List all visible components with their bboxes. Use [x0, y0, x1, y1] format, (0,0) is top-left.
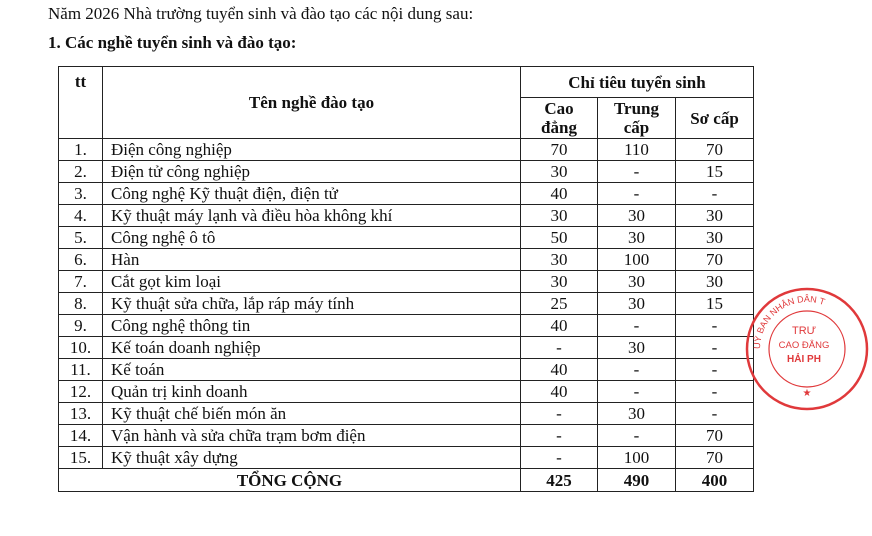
row-occupation-name: Hàn	[103, 249, 521, 271]
row-trung-cap: 30	[598, 205, 676, 227]
header-cao-dang	[521, 98, 598, 139]
row-cao-dang: 30	[521, 161, 598, 183]
row-so-cap: 70	[676, 447, 754, 469]
row-trung-cap: 100	[598, 447, 676, 469]
table-row	[59, 381, 754, 403]
table-row	[59, 227, 754, 249]
row-occupation-name: Điện tử công nghiệp	[103, 161, 521, 183]
row-trung-cap: -	[598, 183, 676, 205]
header-trung-cap	[598, 98, 676, 139]
row-so-cap: -	[676, 337, 754, 359]
table-row	[59, 271, 754, 293]
row-occupation-name: Kỹ thuật máy lạnh và điều hòa không khí	[103, 205, 521, 227]
row-trung-cap: 30	[598, 271, 676, 293]
row-number: 14.	[59, 425, 103, 447]
row-occupation-name: Kỹ thuật chế biến món ăn	[103, 403, 521, 425]
row-cao-dang: -	[521, 337, 598, 359]
table-row	[59, 139, 754, 161]
header-so-cap: Sơ cấp	[676, 98, 754, 139]
row-trung-cap: 30	[598, 337, 676, 359]
row-trung-cap: -	[598, 359, 676, 381]
section-heading: 1. Các nghề tuyển sinh và đào tạo:	[48, 33, 297, 52]
row-trung-cap: -	[598, 425, 676, 447]
row-occupation-name: Công nghệ thông tin	[103, 315, 521, 337]
table-row	[59, 425, 754, 447]
table-row	[59, 315, 754, 337]
row-cao-dang: 70	[521, 139, 598, 161]
seal-arc-text: UỶ BAN NHÂN DÂN T	[751, 293, 827, 350]
header-name: Tên nghề đào tạo	[103, 67, 521, 139]
row-occupation-name: Kế toán	[103, 359, 521, 381]
table-row	[59, 161, 754, 183]
table-row	[59, 447, 754, 469]
table-row	[59, 205, 754, 227]
enrollment-table	[58, 66, 754, 492]
row-trung-cap: -	[598, 315, 676, 337]
intro-text: Năm 2026 Nhà trường tuyển sinh và đào tạo các nội dung sau:	[48, 4, 474, 23]
row-trung-cap: -	[598, 161, 676, 183]
table-row	[59, 249, 754, 271]
row-trung-cap: 30	[598, 227, 676, 249]
row-number: 11.	[59, 359, 103, 381]
row-occupation-name: Kế toán doanh nghiệp	[103, 337, 521, 359]
header-tt: tt	[59, 67, 103, 139]
total-cao-dang: 425	[521, 469, 598, 492]
table-row	[59, 403, 754, 425]
row-occupation-name: Cắt gọt kim loại	[103, 271, 521, 293]
row-so-cap: 30	[676, 205, 754, 227]
row-cao-dang: -	[521, 403, 598, 425]
seal-line2: CAO ĐẲNG	[778, 340, 830, 351]
total-so-cap: 400	[676, 469, 754, 492]
total-label: TỔNG CỘNG	[59, 469, 521, 492]
table-row	[59, 359, 754, 381]
row-cao-dang: -	[521, 425, 598, 447]
official-seal	[742, 284, 872, 414]
total-row	[59, 469, 754, 492]
header-trung-cap-line2: cấp	[623, 118, 650, 137]
row-number: 3.	[59, 183, 103, 205]
row-trung-cap: 100	[598, 249, 676, 271]
row-number: 10.	[59, 337, 103, 359]
row-cao-dang: 30	[521, 249, 598, 271]
row-occupation-name: Công nghệ ô tô	[103, 227, 521, 249]
header-cao-dang-line2: đẳng	[541, 118, 577, 137]
table-row	[59, 337, 754, 359]
seal-star-icon: ★	[802, 388, 812, 399]
row-occupation-name: Điện công nghiệp	[103, 139, 521, 161]
row-so-cap: 30	[676, 227, 754, 249]
row-trung-cap: -	[598, 381, 676, 403]
row-number: 5.	[59, 227, 103, 249]
row-cao-dang: 40	[521, 183, 598, 205]
row-number: 8.	[59, 293, 103, 315]
seal-line3: HẢI PH	[787, 354, 821, 365]
total-trung-cap: 490	[598, 469, 676, 492]
seal-line1: TRƯ	[791, 325, 817, 337]
row-cao-dang: 50	[521, 227, 598, 249]
row-cao-dang: 40	[521, 315, 598, 337]
row-number: 9.	[59, 315, 103, 337]
row-occupation-name: Kỹ thuật xây dựng	[103, 447, 521, 469]
row-cao-dang: 30	[521, 271, 598, 293]
header-cao-dang-line1: Cao	[544, 99, 574, 118]
row-cao-dang: 40	[521, 359, 598, 381]
row-cao-dang: -	[521, 447, 598, 469]
row-so-cap: 15	[676, 161, 754, 183]
row-so-cap: 30	[676, 271, 754, 293]
row-occupation-name: Kỹ thuật sửa chữa, lắp ráp máy tính	[103, 293, 521, 315]
row-number: 2.	[59, 161, 103, 183]
row-so-cap: 70	[676, 139, 754, 161]
row-occupation-name: Vận hành và sửa chữa trạm bơm điện	[103, 425, 521, 447]
row-number: 1.	[59, 139, 103, 161]
row-trung-cap: 110	[598, 139, 676, 161]
row-trung-cap: 30	[598, 293, 676, 315]
row-number: 4.	[59, 205, 103, 227]
row-so-cap: 70	[676, 425, 754, 447]
row-occupation-name: Quản trị kinh doanh	[103, 381, 521, 403]
row-so-cap: 15	[676, 293, 754, 315]
row-cao-dang: 30	[521, 205, 598, 227]
row-number: 12.	[59, 381, 103, 403]
row-number: 15.	[59, 447, 103, 469]
row-trung-cap: 30	[598, 403, 676, 425]
row-cao-dang: 40	[521, 381, 598, 403]
row-so-cap: -	[676, 403, 754, 425]
row-number: 7.	[59, 271, 103, 293]
row-so-cap: -	[676, 315, 754, 337]
header-trung-cap-line1: Trung	[613, 99, 660, 118]
header-group: Chỉ tiêu tuyển sinh	[521, 67, 754, 98]
row-number: 13.	[59, 403, 103, 425]
row-number: 6.	[59, 249, 103, 271]
table-row	[59, 293, 754, 315]
row-so-cap: 70	[676, 249, 754, 271]
table-row	[59, 183, 754, 205]
row-occupation-name: Công nghệ Kỹ thuật điện, điện tử	[103, 183, 521, 205]
row-so-cap: -	[676, 359, 754, 381]
row-so-cap: -	[676, 381, 754, 403]
row-cao-dang: 25	[521, 293, 598, 315]
row-so-cap: -	[676, 183, 754, 205]
